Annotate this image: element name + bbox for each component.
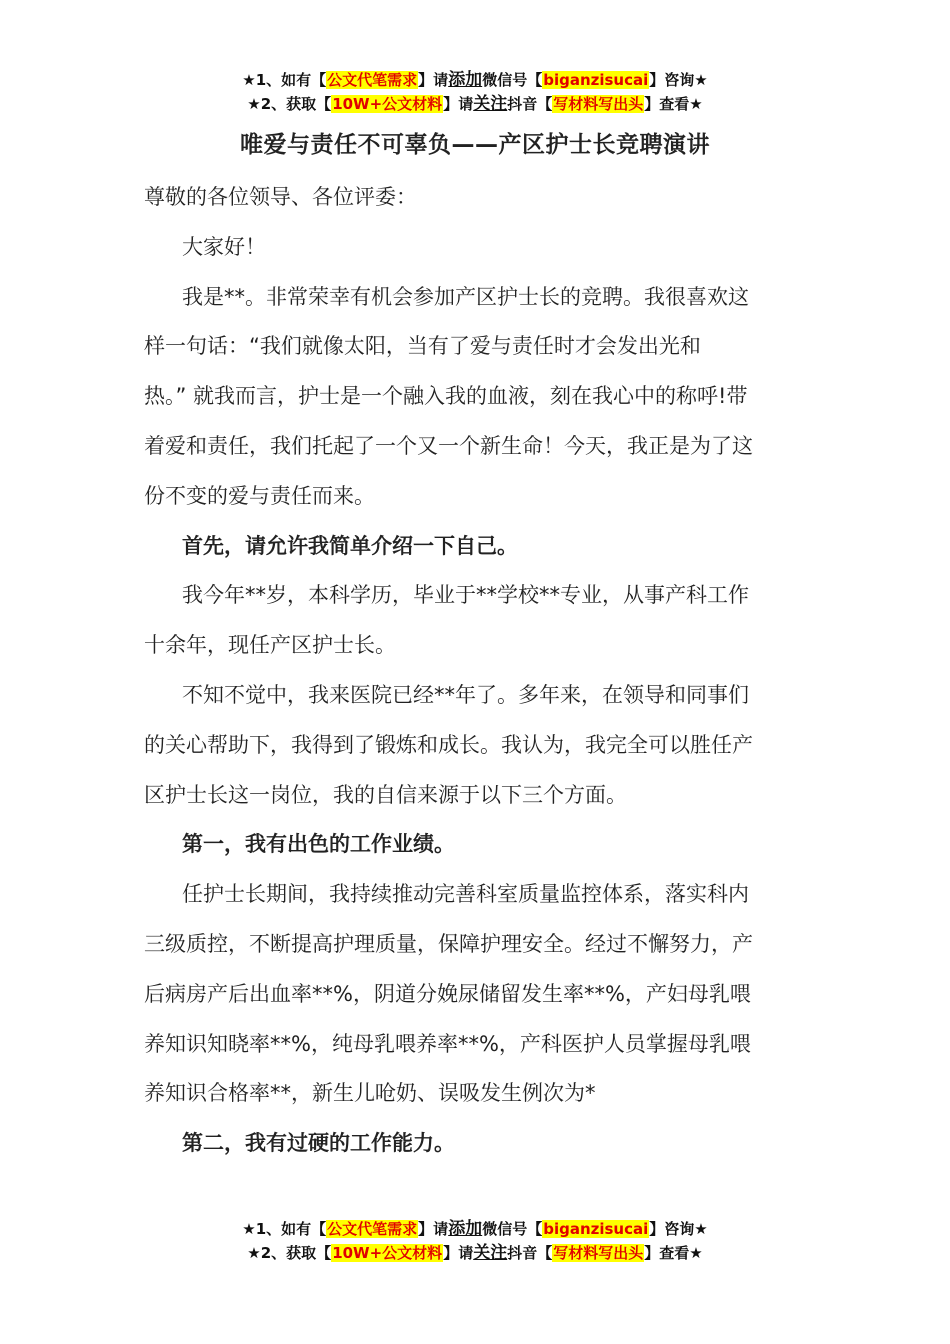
paragraph-achievements [144, 870, 808, 1119]
promo-text: 微信号【 [482, 1220, 543, 1238]
promo-banner-bottom [0, 1217, 950, 1265]
text-line: 大家好！ [182, 234, 266, 259]
promo-text: 抖音【 [507, 95, 553, 113]
salutation [144, 173, 808, 223]
promo-text: 】请 [443, 1244, 474, 1262]
text-line: 区护士长这一岗位，我的自信来源于以下三个方面。 [144, 782, 627, 807]
section-heading-first [144, 820, 808, 870]
text-line: 样一句话：“我们就像太阳，当有了爱与责任时才会发出光和 [144, 334, 701, 359]
promo-text: 抖音【 [507, 1244, 553, 1262]
text-line: 十余年，现任产区护士长。 [144, 633, 396, 658]
promo-line-2 [0, 1241, 950, 1265]
promo-emphasis: 添加 [448, 70, 483, 90]
promo-highlight: 公文代笔需求 [327, 71, 418, 89]
promo-text: 】咨询★ [649, 71, 708, 89]
text-line: 三级质控，不断提高护理质量，保障护理安全。经过不懈努力，产 [144, 931, 753, 956]
promo-text: ★2、获取【 [247, 95, 332, 113]
promo-highlight: biganzisucai [543, 1220, 649, 1238]
document-body [144, 173, 808, 1169]
text-line: 尊敬的各位领导、各位评委： [144, 185, 417, 209]
text-line: 任护士长期间，我持续推动完善科室质量监控体系，落实科内 [182, 882, 749, 907]
promo-text: 微信号【 [482, 71, 543, 89]
text-line: 我是**。非常荣幸有机会参加产区护士长的竞聘。我很喜欢这 [182, 284, 749, 309]
text-line: 养知识知晓率**%，纯母乳喂养率**%，产科医护人员掌握母乳喂 [144, 1031, 751, 1056]
promo-line-1 [0, 68, 950, 92]
promo-text: 】请 [418, 1220, 449, 1238]
paragraph-background [144, 571, 808, 671]
promo-text: 】请 [418, 71, 449, 89]
promo-highlight: 10W+公文材料 [332, 1244, 443, 1262]
text-line: 热。” 就我而言，护士是一个融入我的血液，刻在我心中的称呼!带 [144, 384, 748, 409]
document-title: 唯爱与责任不可辜负——产区护士长竞聘演讲 [240, 132, 710, 158]
promo-text: ★2、获取【 [247, 1244, 332, 1262]
text-line: 我今年**岁，本科学历，毕业于**学校**专业，从事产科工作 [182, 583, 749, 608]
promo-banner-top [0, 68, 950, 116]
promo-emphasis: 添加 [448, 1219, 483, 1239]
promo-text: 】查看★ [644, 1244, 703, 1262]
text-line: 着爱和责任，我们托起了一个又一个新生命！今天，我正是为了这 [144, 433, 753, 458]
text-line: 不知不觉中，我来医院已经**年了。多年来，在领导和同事们 [182, 682, 749, 707]
section-heading-self-intro [144, 522, 808, 572]
text-line: 首先，请允许我简单介绍一下自己。 [182, 533, 518, 558]
promo-text: 】请 [443, 95, 474, 113]
promo-line-2 [0, 92, 950, 116]
text-line: 后病房产后出血率**%，阴道分娩尿储留发生率**%，产妇母乳喂 [144, 981, 751, 1006]
promo-text: ★1、如有【 [242, 71, 327, 89]
promo-highlight: 写材料写出头 [553, 95, 644, 113]
text-line: 养知识合格率**，新生儿呛奶、误吸发生例次为* [144, 1081, 596, 1106]
paragraph-intro [144, 273, 808, 522]
greeting [144, 223, 808, 273]
promo-emphasis: 关注 [473, 1243, 508, 1263]
promo-highlight: biganzisucai [543, 71, 649, 89]
promo-text: 】咨询★ [649, 1220, 708, 1238]
promo-text: ★1、如有【 [242, 1220, 327, 1238]
promo-text: 】查看★ [644, 95, 703, 113]
section-heading-second [144, 1119, 808, 1169]
text-line: 第一，我有出色的工作业绩。 [182, 832, 455, 857]
promo-emphasis: 关注 [473, 94, 508, 114]
promo-highlight: 写材料写出头 [553, 1244, 644, 1262]
text-line: 第二，我有过硬的工作能力。 [182, 1131, 455, 1156]
paragraph-confidence [144, 671, 808, 820]
text-line: 的关心帮助下，我得到了锻炼和成长。我认为，我完全可以胜任产 [144, 732, 753, 757]
text-line: 份不变的爱与责任而来。 [144, 483, 375, 508]
promo-highlight: 10W+公文材料 [332, 95, 443, 113]
promo-highlight: 公文代笔需求 [327, 1220, 418, 1238]
promo-line-1 [0, 1217, 950, 1241]
